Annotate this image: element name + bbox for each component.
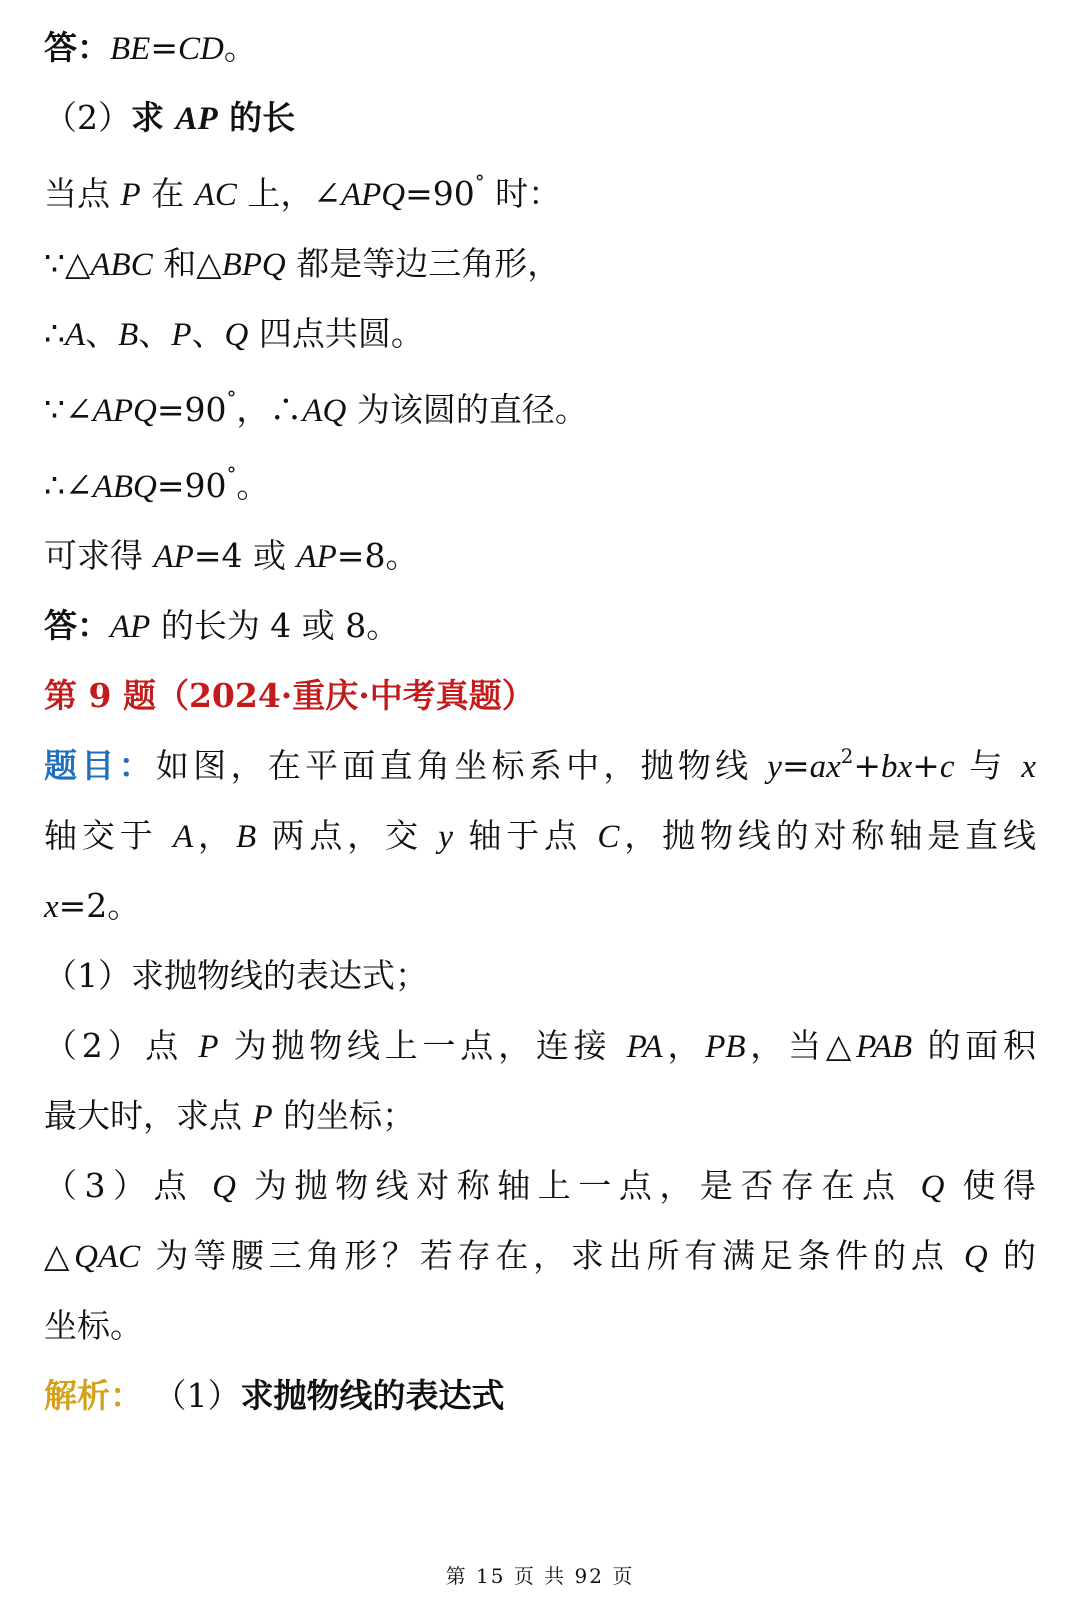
problem-label: 题目： bbox=[44, 746, 156, 785]
question-2-line-1: （2）点 P 为抛物线上一点，连接 PA，PB，当△PAB 的面积 bbox=[44, 1026, 1036, 1065]
subquestion-2-heading: （2）求 AP 的长 bbox=[44, 98, 296, 137]
solution-line-5: ∴∠ABQ=90°。 bbox=[44, 463, 270, 505]
page-footer: 第 15 页 共 92 页 bbox=[445, 1564, 635, 1588]
problem-stem-line-1: 题目：如图，在平面直角坐标系中，抛物线 $y=ax^2+bx+c$ 与 x bbox=[44, 745, 1036, 785]
question-1: （1）求抛物线的表达式； bbox=[44, 956, 428, 995]
problem-stem-line-2: 轴交于 A，B 两点，交 y 轴于点 C，抛物线的对称轴是直线 bbox=[44, 816, 1037, 855]
answer-line-2: 答：AP 的长为 4 或 8。 bbox=[44, 606, 400, 645]
analysis-label: 解析： bbox=[44, 1376, 143, 1415]
answer-line-1: 答：BE=CD。 bbox=[44, 28, 257, 67]
question-3-line-1: （3）点 Q 为抛物线对称轴上一点，是否存在点 Q 使得 bbox=[44, 1166, 1036, 1205]
problem-stem-line-3: x=2。 bbox=[44, 886, 141, 925]
problem-heading: 第 9 题（2024·重庆·中考真题） bbox=[44, 676, 535, 715]
question-2-line-2: 最大时，求点 P 的坐标； bbox=[44, 1096, 416, 1135]
solution-line-4: ∵∠APQ=90°，∴AQ 为该圆的直径。 bbox=[44, 387, 588, 429]
solution-line-1: 当点 P 在 AC 上，∠APQ=90° 时： bbox=[44, 171, 562, 213]
question-3-line-3: 坐标。 bbox=[44, 1306, 143, 1345]
question-3-line-2: △QAC 为等腰三角形？若存在，求出所有满足条件的点 Q 的 bbox=[44, 1236, 1036, 1275]
solution-line-2: ∵△ABC 和△BPQ 都是等边三角形， bbox=[44, 244, 561, 283]
solution-line-3: ∴A、B、P、Q 四点共圆。 bbox=[44, 314, 424, 353]
solution-line-6: 可求得 AP=4 或 AP=8。 bbox=[44, 536, 419, 575]
analysis-line: 解析： （1）求抛物线的表达式 bbox=[44, 1376, 505, 1415]
